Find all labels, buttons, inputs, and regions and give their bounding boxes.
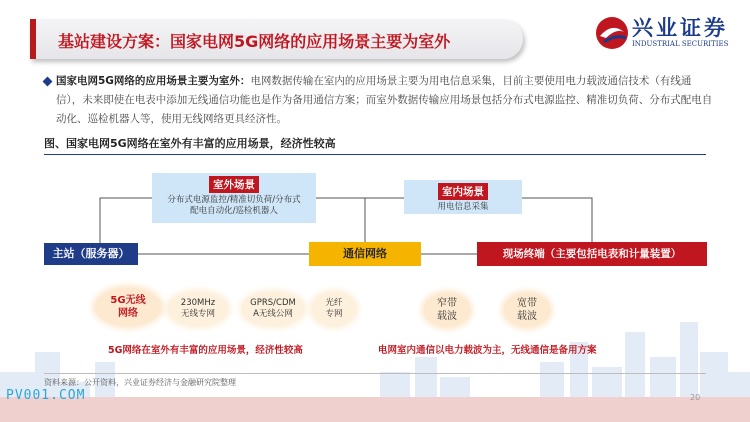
cloud-line: GPRS/CDM [250,298,296,308]
logo-name: 兴业证券 [632,16,728,40]
logo-subtitle: INDUSTRIAL SECURITIES [632,40,729,48]
communication-network-box: 通信网络 [309,242,421,266]
outdoor-scene-line: 分布式电源监控/精准切负荷/分布式 [167,195,301,205]
outdoor-caption: 5G网络在室外有丰富的应用场景，经济性较高 [108,345,303,356]
outdoor-scene-box [152,173,316,223]
indoor-scene-items: 用电信息采集 [437,202,489,212]
outdoor-scene-line: 配电自动化/巡检机器人 [190,206,278,216]
watermark: PV001.COM [6,388,86,403]
cloud-fiber [312,292,356,326]
cloud-line: 5G无线 [110,295,146,306]
figure-title: 图、国家电网5G网络在室外有丰富的应用场景，经济性较高 [44,137,336,150]
master-station-box: 主站（服务器） [44,243,138,265]
indoor-to-terminal-line [522,198,592,242]
cloud-line: 载波 [517,311,537,322]
indoor-scene-title: 室内场景 [438,183,488,200]
indoor-caption: 电网室内通信以电力载波为主，无线通信是备用方案 [378,345,597,356]
cloud-line: 230MHz [180,298,216,308]
cloud-broadband-carrier [504,293,550,327]
indoor-scene-box [404,180,522,214]
cloud-line: 光纤 [325,298,343,308]
paragraph-lead: 国家电网5G网络的应用场景主要为室外： [56,75,251,87]
paragraph-body: 电网数据传输在室内的应用场景主要为用电信息采集，目前主要使用电力载波通信技术（有线通信），未来即使在电表中添加无线通信功能也是作为备用通信方案；而室外数据传输应用场景包括分布式电源监控、精准切负荷、分布式配电自动化、巡检机器人等，使用无线网络更具经济性。 [56,75,713,125]
cloud-line: A无线公网 [253,309,293,319]
cloud-line: 专网 [325,309,343,319]
cloud-230mhz [168,292,228,326]
outdoor-scene-items [152,195,316,217]
cloud-line: 载波 [437,311,457,322]
source-note: 资料来源：公开资料，兴业证券经济与金融研究院整理 [44,378,236,387]
outdoor-scene-title: 室外场景 [209,176,259,193]
cloud-line: 无线专网 [180,309,215,319]
cloud-gprs-cdma [242,292,304,326]
field-terminal-box: 现场终端（主要包括电表和计量装置） [477,242,707,266]
cloud-line: 网络 [117,308,138,319]
outdoor-to-network-line [316,198,365,242]
cloud-line: 宽带 [517,298,537,309]
cloud-narrowband-carrier [424,293,470,327]
cloud-line: 窄带 [437,298,457,309]
cloud-5g-wireless [95,288,161,326]
page-title: 基站建设方案：国家电网5G网络的应用场景主要为室外 [58,32,451,51]
source-rule [44,373,706,374]
page-number: 20 [690,393,701,402]
